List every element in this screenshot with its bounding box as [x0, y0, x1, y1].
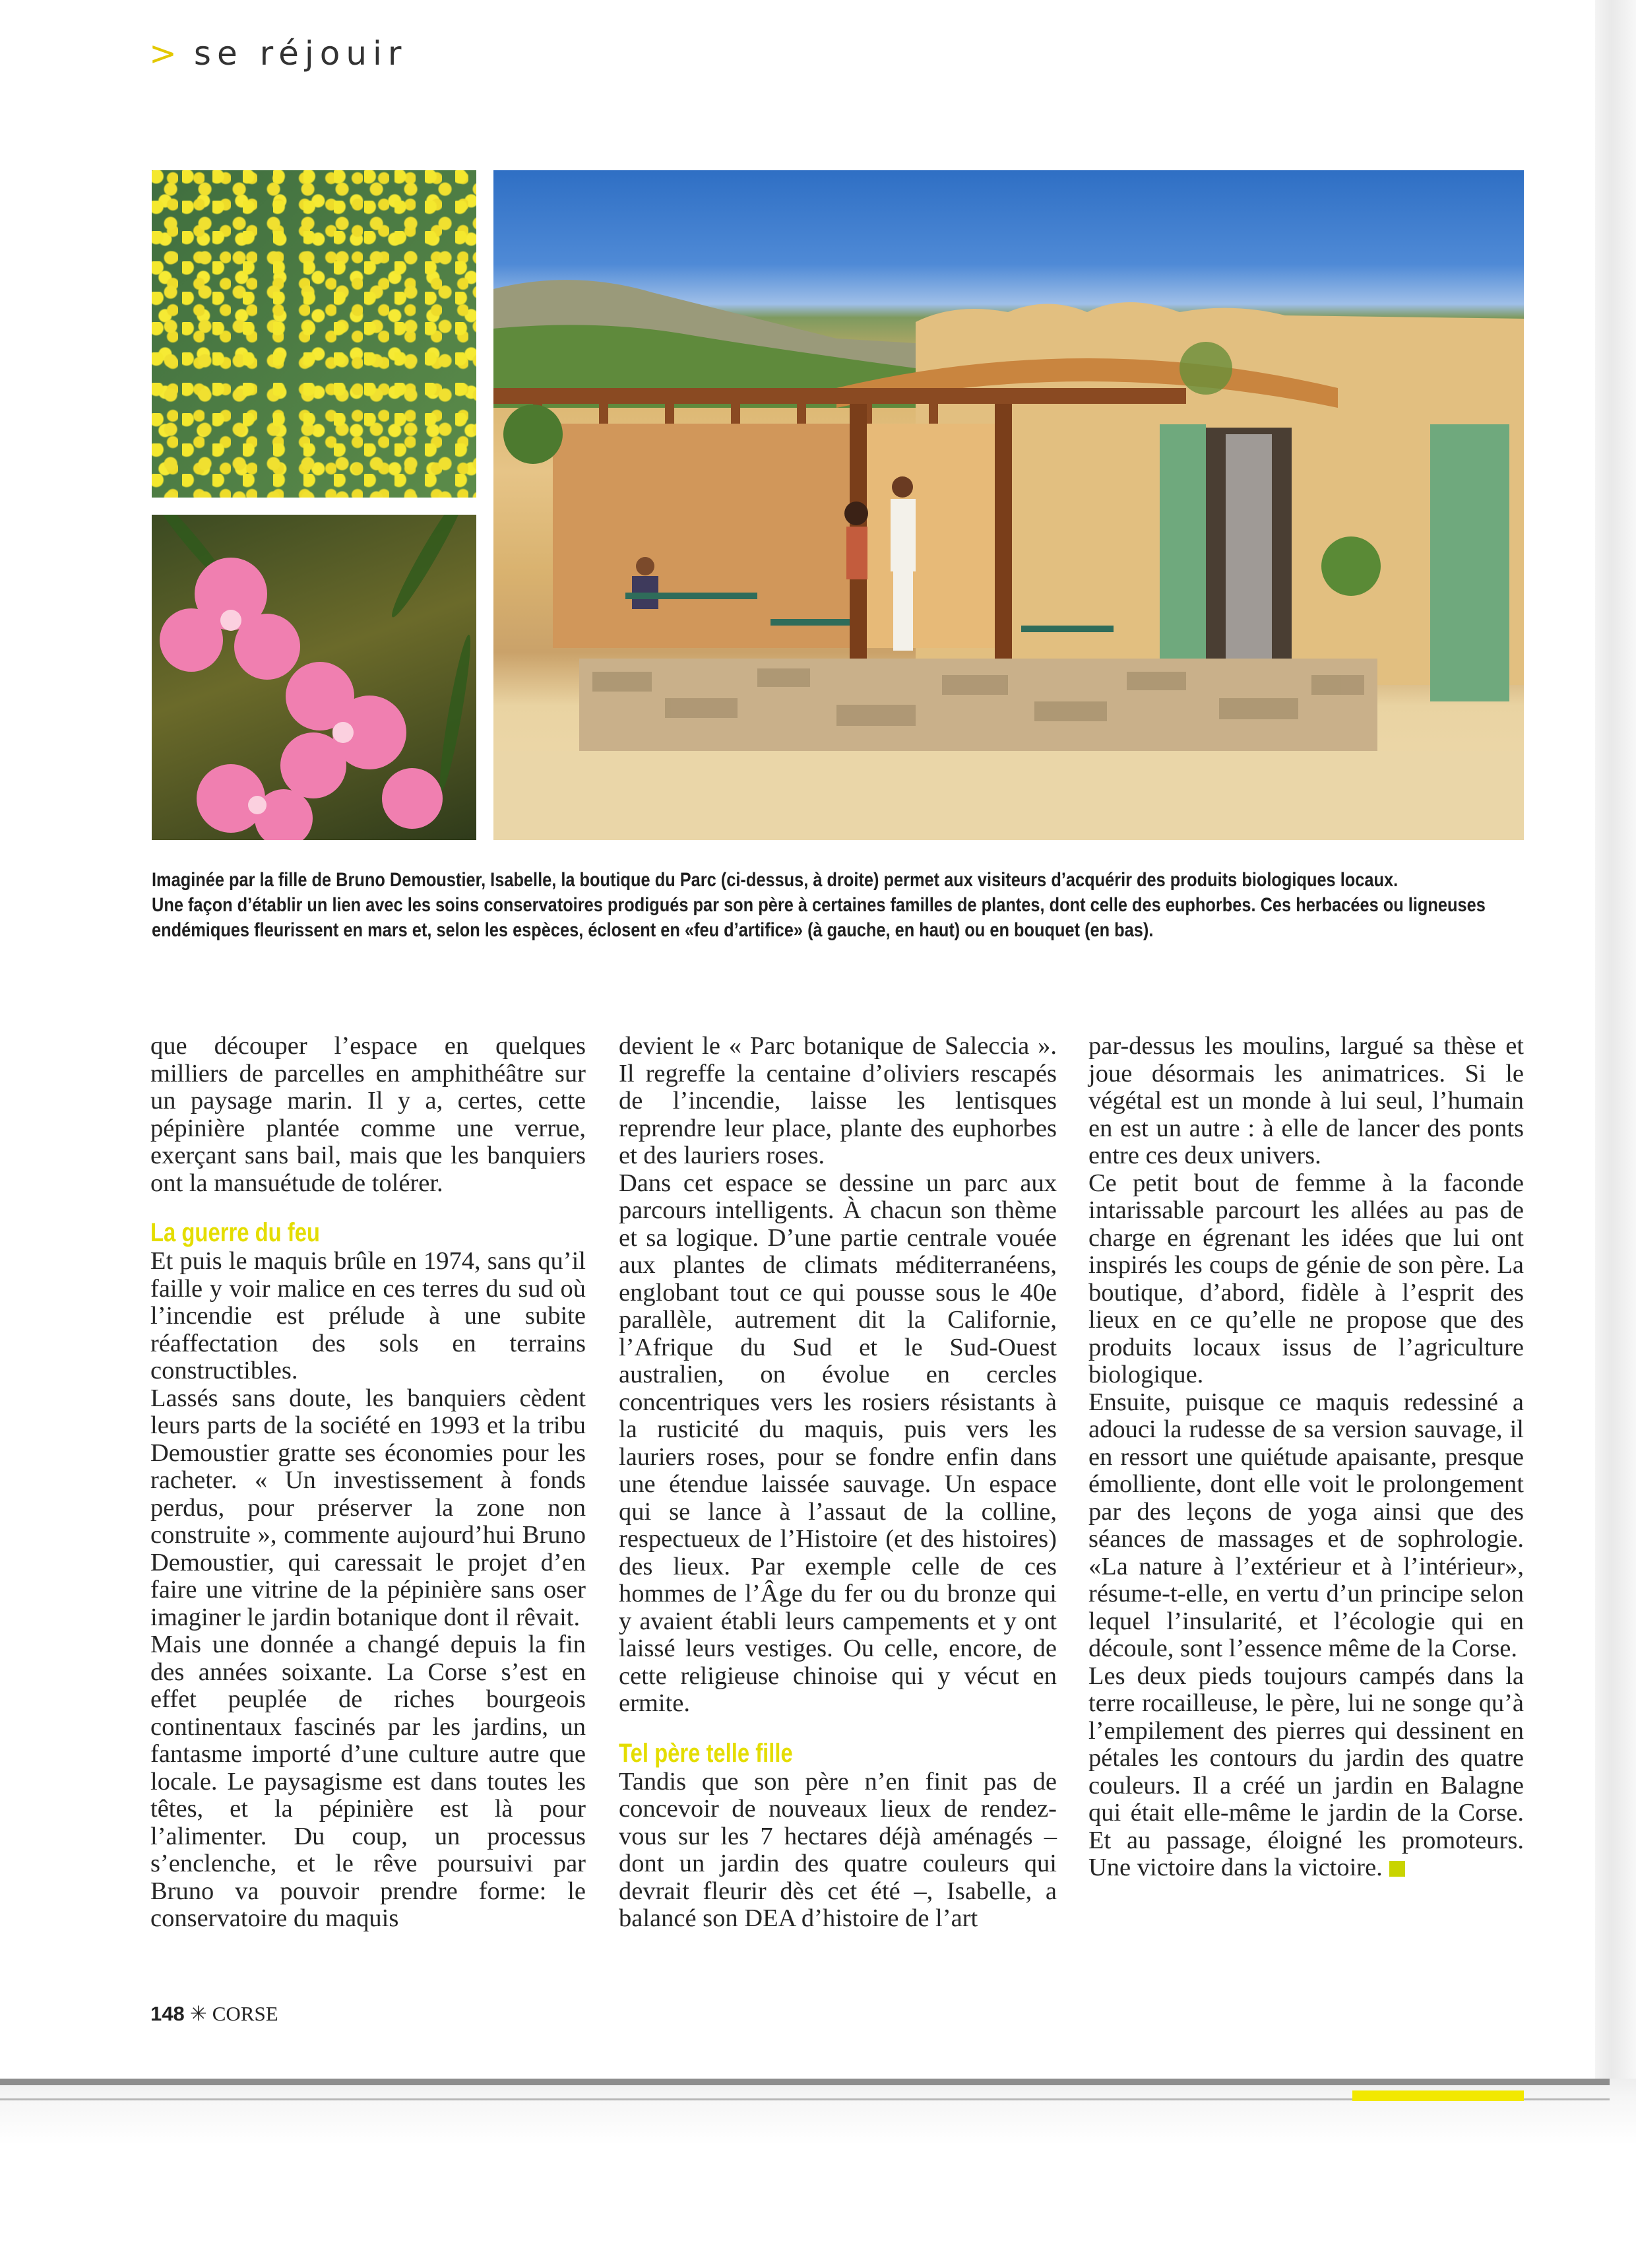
- paragraph: Dans cet espace se dessine un parc aux parcours intelligents. À chacun son thème et sa logique. D’une partie centrale vouée aux plantes de climats méditerranéens, englobant tout ce qui pousse sous le 40e parallèle, autrement dit la Californie, l’Afrique du Sud et le Sud-Ouest australien, on évolue en cercles concentriques vers les rosiers résistants à la rusticité du maquis, puis vers les lauriers roses, pour se fondre enfin dans une étendue laissée sauvage. Un espace qui se lance à l’assaut de la colline, respectueux de l’Histoire (et des histoires) des lieux. Par exemple celle de ces hommes de l’Âge du fer ou du bronze qui y avaient établi leurs campements et y ont laissé leurs vestiges. Ou celle, encore, de cette religieuse chinoise qui y vécut en ermite.: [619, 1169, 1057, 1717]
- caption-line: Une façon d’établir un lien avec les soins conservatoires prodigués par son père à certaines familles de plantes, dont celle des euphorbes. Ces herbacées ou ligneuses: [152, 894, 1486, 916]
- subheading-guerre-du-feu: La guerre du feu: [150, 1218, 320, 1247]
- paragraph: Ce petit bout de femme à la faconde intarissable parcourt les allées au pas de charge en égrenant les idées que lui ont inspirés les coups de génie de son père. La boutique, d’abord, fidèle à l’esprit des lieux en ce qu’elle ne propose que des produits locaux issus de l’agriculture biologique.: [1088, 1169, 1524, 1388]
- magazine-name: CORSE: [212, 2002, 278, 2025]
- paragraph: Lassés sans doute, les banquiers cèdent leurs parts de la société en 1993 et la tribu Demoustier gratte ses économies pour les racheter. « Un investissement à fonds perdus, pour préserver la zone non construite », commente aujourd’hui Bruno Demoustier, qui caressait le projet d’en faire une vitrine de la pépinière sans oser imaginer le jardin botanique dont il rêvait.: [150, 1384, 586, 1631]
- photo-oleander-flowers: [152, 515, 476, 840]
- page-bottom-edge: [0, 2079, 1636, 2268]
- paragraph: devient le « Parc botanique de Saleccia ». Il regreffe la centaine d’oliviers rescapés de l’incendie, laisse les lentisques reprendre leur place, plante des euphorbes et des lauriers roses.: [619, 1032, 1057, 1169]
- caption-line: endémiques fleurissent en mars et, selon les espèces, éclosent en «feu d’artifice» (à gauche, en haut) ou en bouquet (en bas).: [152, 919, 1154, 941]
- article-column-2: [619, 1033, 1057, 1933]
- section-arrow-icon: >: [149, 34, 177, 73]
- paragraph: Et puis le maquis brûle en 1974, sans qu’il faille y voir malice en ces terres du sud où l’incendie est prélude à une subite réaffectation des sols en terrains constructibles.: [150, 1247, 586, 1384]
- photo-park-boutique: [493, 170, 1524, 840]
- section-title: se réjouir: [193, 34, 408, 73]
- photo-caption: [152, 868, 1486, 943]
- page-edge: [1595, 0, 1636, 2268]
- page-number: 148: [150, 2002, 185, 2025]
- article-column-1: [150, 1033, 586, 1933]
- caption-line: Imaginée par la fille de Bruno Demoustier, Isabelle, la boutique du Parc (ci-dessus, à droite) permet aux visiteurs d’acquérir des produits biologiques locaux.: [152, 869, 1399, 891]
- paragraph: Ensuite, puisque ce maquis redessiné a adouci la rudesse de sa version sauvage, il en ressort une quiétude apaisante, presque émolliente, dont elle voit le prolongement par des leçons de yoga ainsi que des séances de massages et de sophrologie. «La nature à l’extérieur et à l’intérieur», résume-t-elle, en vertu d’un principe selon lequel l’insularité, et l’écologie qui en découle, sont l’essence même de la Corse.: [1088, 1388, 1524, 1662]
- paragraph: que découper l’espace en quelques milliers de parcelles en amphithéâtre sur un paysage marin. Il y a, certes, cette pépinière plantée comme une verrue, exerçant sans bail, mais que les banquiers ont la mansuétude de tolérer.: [150, 1032, 586, 1197]
- paragraph: par-dessus les moulins, largué sa thèse et joue désormais les animatrices. Si le végétal est un monde à lui seul, l’humain en est un autre : à elle de lancer des ponts entre ces deux univers.: [1088, 1032, 1524, 1169]
- photo-euphorbia: [152, 170, 476, 498]
- article-column-3: [1088, 1033, 1524, 1882]
- page-footer: [150, 2002, 278, 2026]
- star-separator-icon: ✳: [189, 2002, 207, 2025]
- paragraph-text: Les deux pieds toujours campés dans la terre rocailleuse, le père, lui ne songe qu’à l’empilement des pierres qui dessinent en pétales les contours du jardin des quatre couleurs. Il a créé un jardin en Balagne qui était elle-même le jardin de la Corse. Et au passage, éloigné les promoteurs. Une victoire dans la victoire.: [1088, 1662, 1524, 1881]
- paragraph: Mais une donnée a changé depuis la fin des années soixante. La Corse s’est en effet peuplée de riches bourgeois continentaux fascinés par les jardins, un fantasme importé d’une culture autre que locale. Le paysagisme est dans toutes les têtes, et la pépinière est là pour l’alimenter. Du coup, un processus s’enclenche, et le rêve poursuivi par Bruno va pouvoir prendre forme: le conservatoire du maquis: [150, 1631, 586, 1932]
- yellow-tab-decoration: [1352, 2090, 1524, 2101]
- section-header: [149, 34, 407, 74]
- paragraph: Tandis que son père n’en finit pas de concevoir de nouveaux lieux de rendez-vous sur les 7 hectares déjà aménagés – dont un jardin des quatre couleurs qui devrait fleurir dès cet été –, Isabelle, a balancé son DEA d’histoire de l’art: [619, 1767, 1057, 1932]
- subheading-tel-pere-telle-fille: Tel père telle fille: [619, 1738, 793, 1768]
- paragraph-final: [1088, 1663, 1524, 1882]
- end-mark-icon: [1389, 1861, 1405, 1877]
